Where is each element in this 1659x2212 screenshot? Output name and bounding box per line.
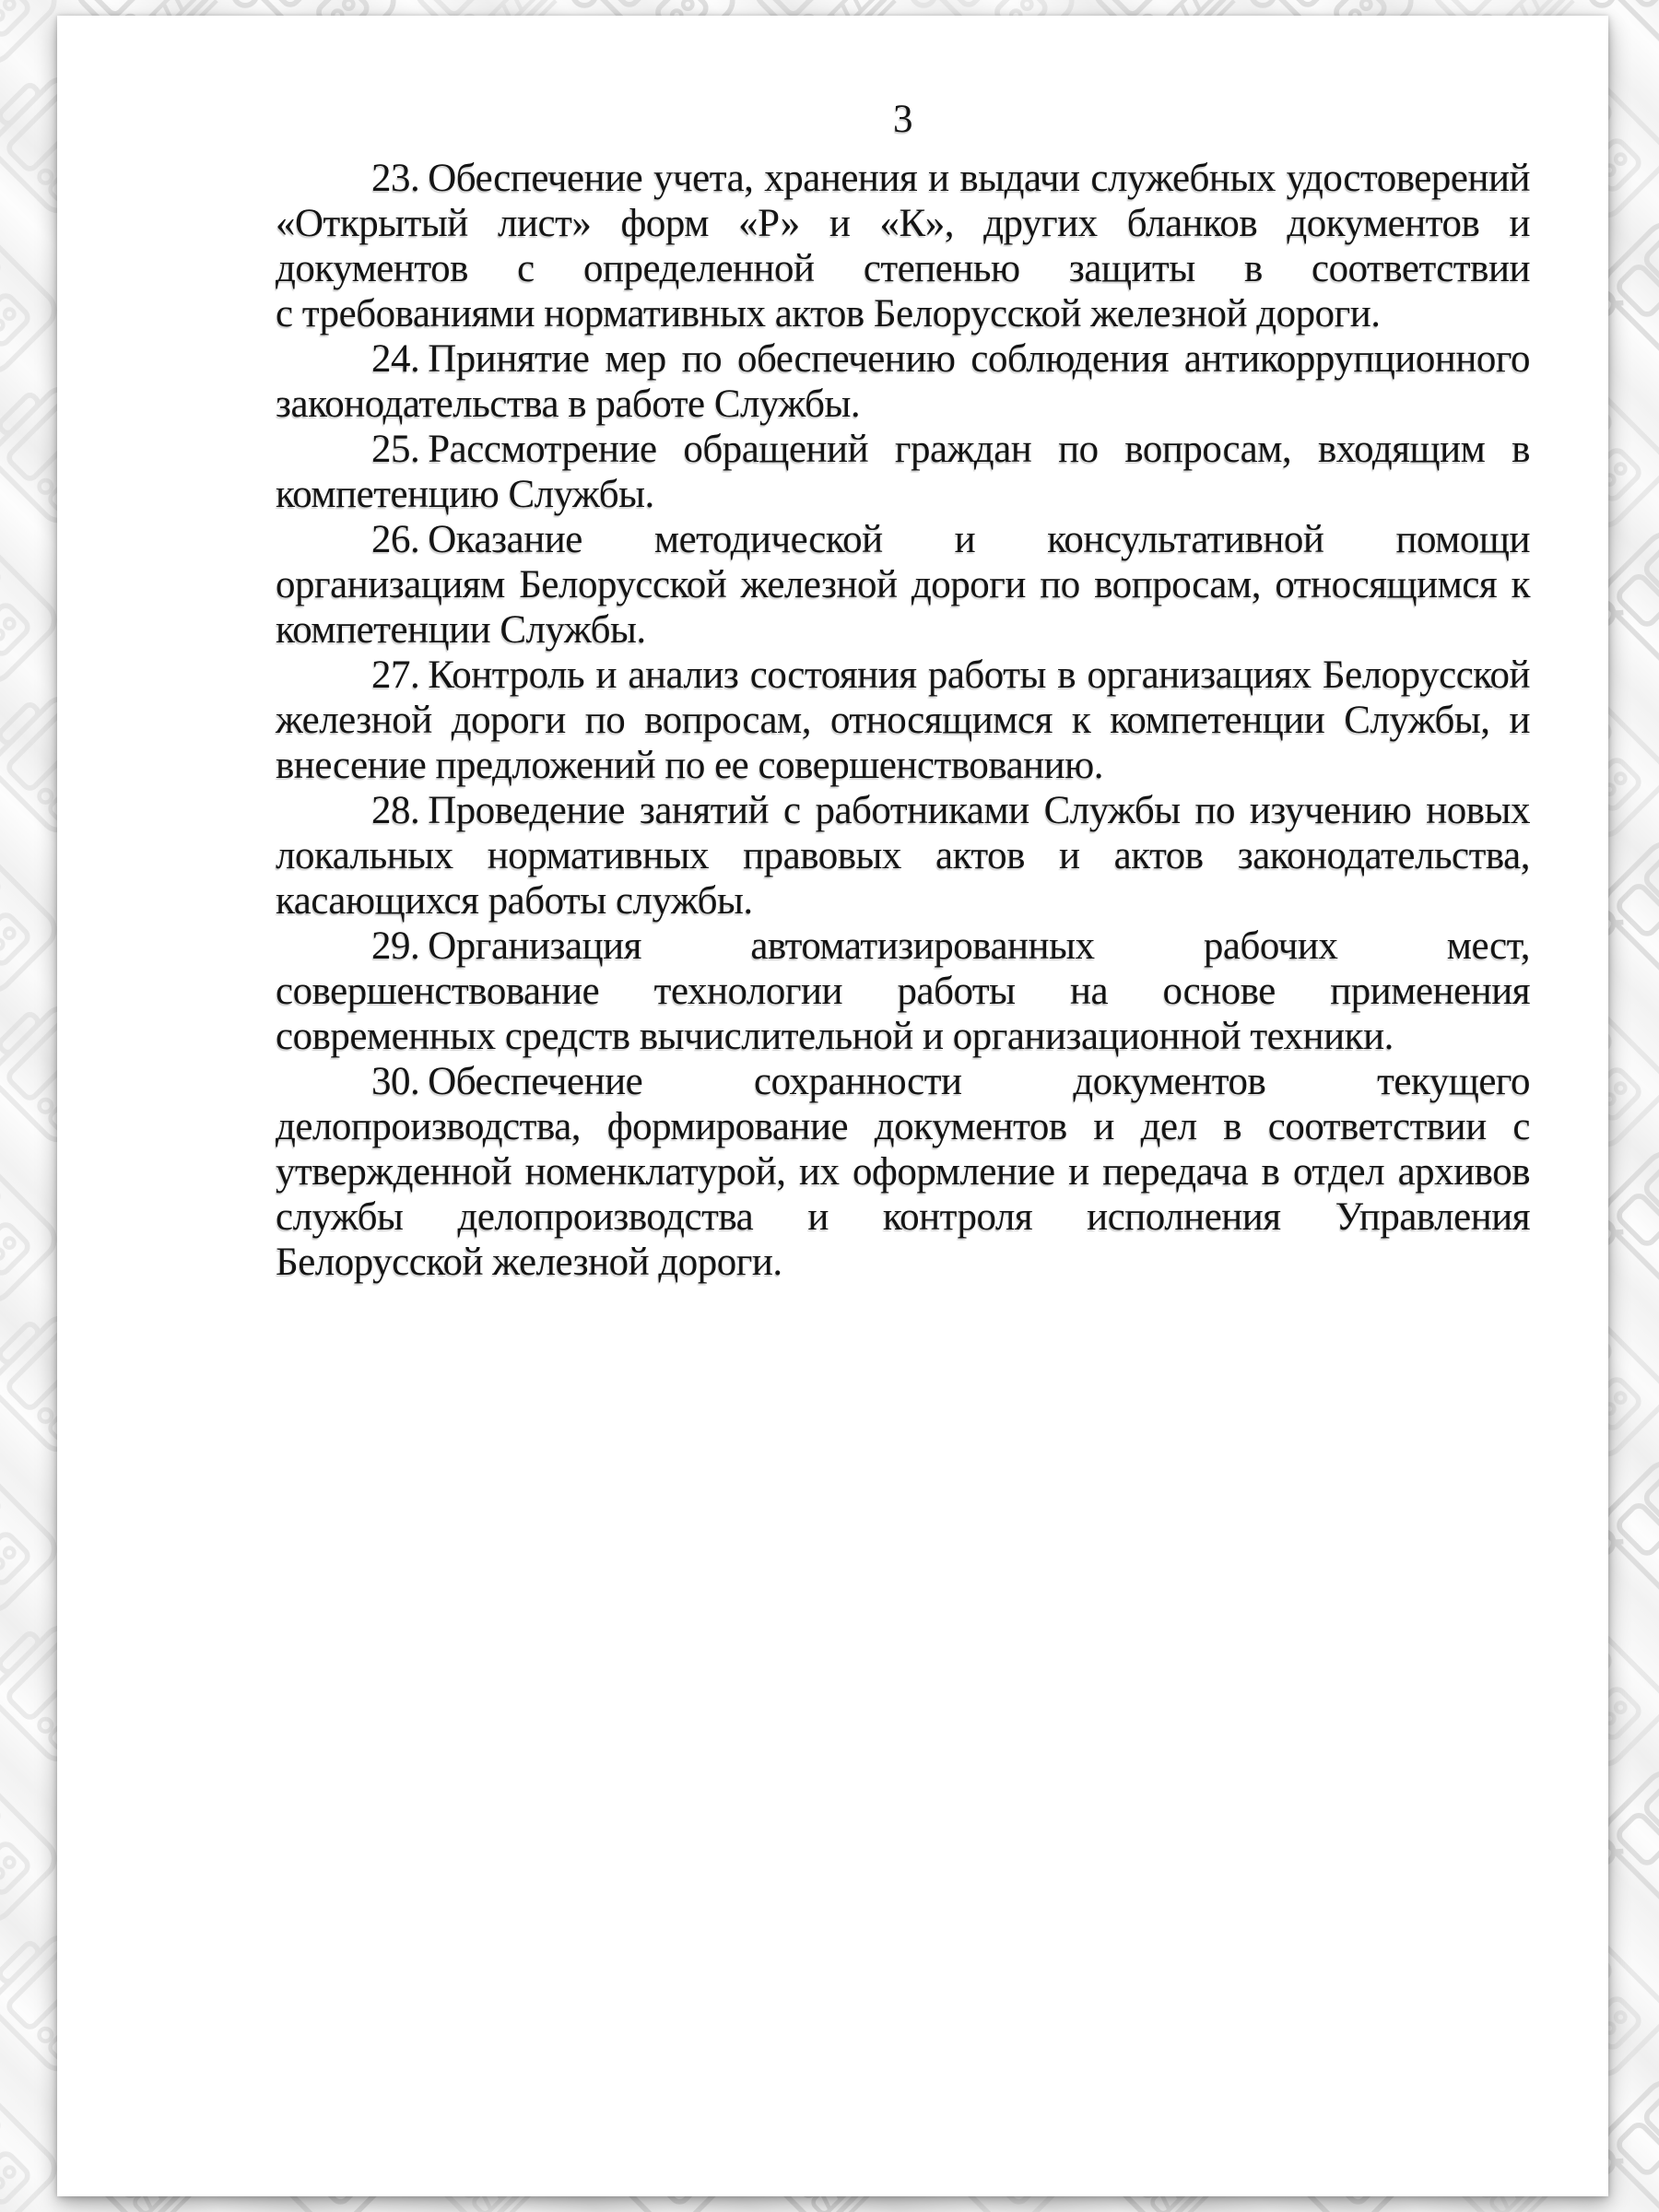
page-number: 3 (893, 98, 912, 141)
text-line: службы делопроизводства и контроля исполнения Управления (276, 1195, 1530, 1239)
text-line: компетенцию Службы. (276, 473, 654, 516)
text-line (276, 653, 1530, 698)
text-line: касающихся работы службы. (276, 879, 753, 923)
paragraph-29 (276, 924, 1530, 1059)
text-line: Белорусской железной дороги. (276, 1241, 782, 1284)
paragraph-text: Принятие мер по обеспечению соблюдения антикоррупционного (428, 337, 1530, 381)
text-line: совершенствование технологии работы на основе применения (276, 970, 1530, 1013)
document-page (57, 16, 1608, 2196)
text-line (276, 788, 1530, 833)
text-line: с требованиями нормативных актов Белорусской железной дороги. (276, 292, 1381, 335)
paragraph-number: 25. (371, 428, 420, 471)
text-line: документов с определенной степенью защиты в соответствии (276, 247, 1530, 290)
text-line: современных средств вычислительной и организационной техники. (276, 1015, 1394, 1058)
paragraph-30 (276, 1059, 1530, 1285)
paragraph-number: 28. (371, 789, 420, 832)
paragraph-26 (276, 517, 1530, 653)
paragraph-number: 29. (371, 924, 420, 968)
paragraph-text: Обеспечение учета, хранения и выдачи служебных удостоверений (428, 157, 1530, 200)
text-line: законодательства в работе Службы. (276, 382, 861, 426)
text-line (276, 156, 1530, 201)
text-line (276, 427, 1530, 472)
text-line (276, 517, 1530, 562)
text-line: организациям Белорусской железной дороги по вопросам, относящимся к (276, 563, 1530, 606)
paragraph-number: 23. (371, 157, 420, 200)
text-line (276, 336, 1530, 382)
text-line: железной дороги по вопросам, относящимся к компетенции Службы, и (276, 699, 1530, 742)
paragraph-number: 24. (371, 337, 420, 381)
paragraph-text: Организация автоматизированных рабочих мест, (428, 924, 1530, 968)
paragraph-text: Проведение занятий с работниками Службы по изучению новых (428, 789, 1530, 832)
paragraph-text: Обеспечение сохранности документов текущего (428, 1060, 1530, 1103)
page-content (276, 97, 1530, 1285)
text-line (276, 1059, 1530, 1104)
text-line (276, 924, 1530, 969)
paragraph-text: Контроль и анализ состояния работы в организациях Белорусской (428, 653, 1530, 697)
document-body (276, 156, 1530, 1285)
paragraph-23 (276, 156, 1530, 336)
paragraph-25 (276, 427, 1530, 517)
text-line: утвержденной номенклатурой, их оформление и передача в отдел архивов (276, 1150, 1530, 1194)
paragraph-text: Рассмотрение обращений граждан по вопросам, входящим в (428, 428, 1530, 471)
text-line: локальных нормативных правовых актов и актов законодательства, (276, 834, 1530, 877)
paragraph-number: 27. (371, 653, 420, 697)
paragraph-27 (276, 653, 1530, 788)
paragraph-number: 26. (371, 518, 420, 561)
paragraph-24 (276, 336, 1530, 427)
text-line: внесение предложений по ее совершенствованию. (276, 744, 1104, 787)
text-line: компетенции Службы. (276, 608, 646, 652)
paragraph-number: 30. (371, 1060, 420, 1103)
text-line: делопроизводства, формирование документов и дел в соответствии с (276, 1105, 1530, 1148)
paragraph-28 (276, 788, 1530, 924)
paragraph-text: Оказание методической и консультативной помощи (428, 518, 1530, 561)
text-line: «Открытый лист» форм «Р» и «К», других бланков документов и (276, 202, 1530, 245)
